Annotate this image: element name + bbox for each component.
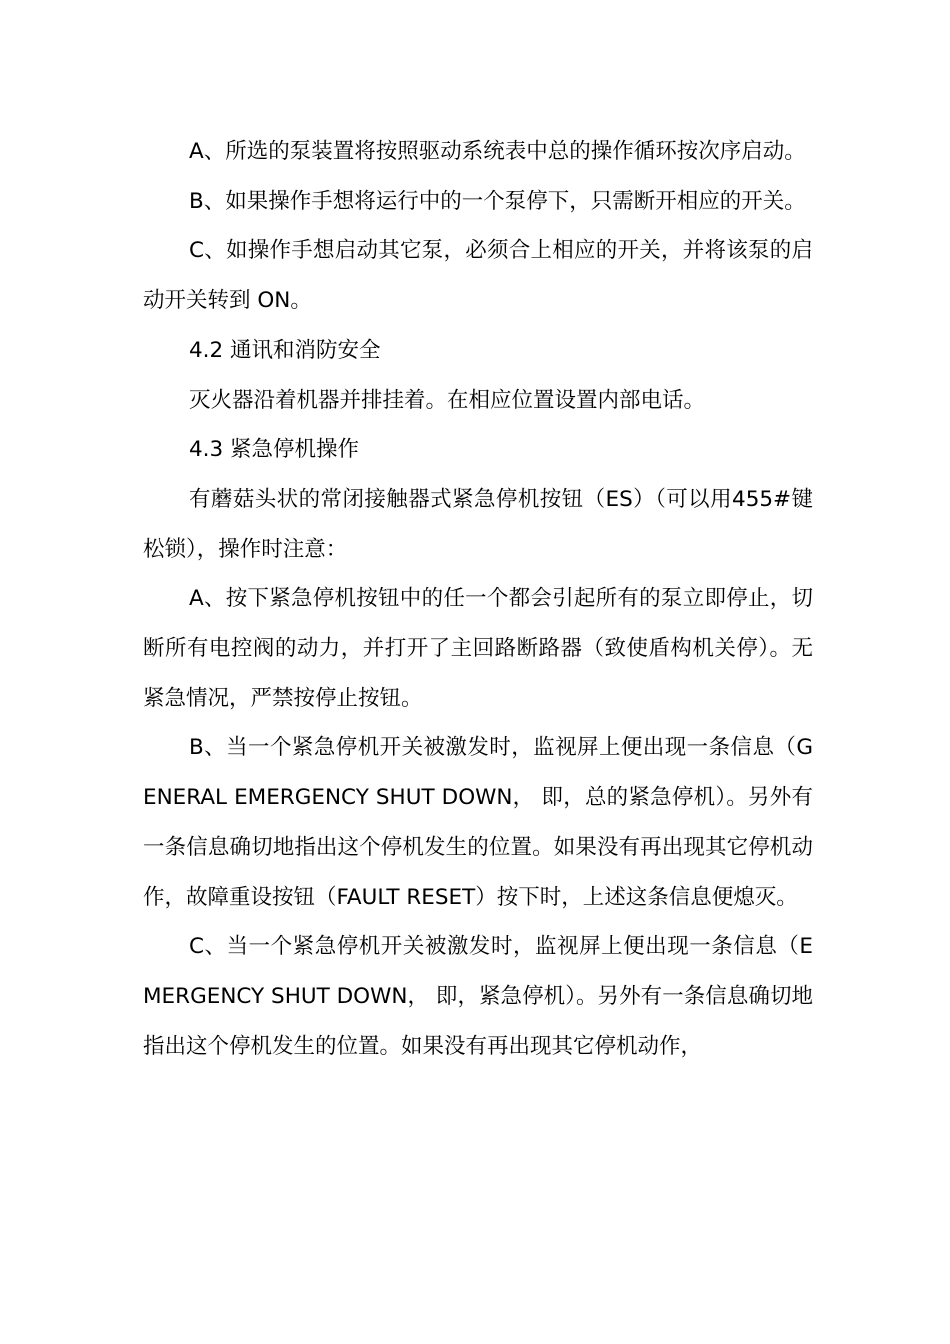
paragraph-fire-safety: 灭火器沿着机器并排挂着。在相应位置设置内部电话。 [189,387,706,413]
paragraph-step-c: C、如操作手想启动其它泵，必须合上相应的开关，并将该泵的启动开关转到 ON。 [143,238,813,314]
section-heading-4-2: 4.2 通讯和消防安全 [189,337,381,363]
document-body [143,127,813,1071]
paragraph-step-a: A、所选的泵装置将按照驱动系统表中总的操作循环按次序启动。 [189,139,806,164]
paragraph-emergency-button: 有蘑菇头状的常闭接触器式紧急停机按钮（ES）（可以用455#键松锁），操作时注意： [143,486,813,562]
paragraph-step-b: B、如果操作手想将运行中的一个泵停下，只需断开相应的开关。 [189,188,806,214]
paragraph-emergency-b: B、当一个紧急停机开关被激发时，监视屏上便出现一条信息（GENERAL EMERGENCY SHUT DOWN， 即，总的紧急停机）。另外有一条信息确切地指出这个停机发生的位置。如果没有再出现其它停机动作，故障重设按钮（FAULT RESET）按下时，上述这条信息便熄灭。 [143,735,813,910]
paragraph-emergency-a: A、按下紧急停机按钮中的任一个都会引起所有的泵立即停止，切断所有电控阀的动力，并打开了主回路断路器（致使盾构机关停）。无紧急情况，严禁按停止按钮。 [143,586,813,711]
paragraph-emergency-c: C、当一个紧急停机开关被激发时，监视屏上便出现一条信息（EMERGENCY SHUT DOWN， 即，紧急停机）。另外有一条信息确切地指出这个停机发生的位置。如果没有再出现其它停机动作， [143,934,813,1059]
section-heading-4-3: 4.3 紧急停机操作 [189,437,360,463]
